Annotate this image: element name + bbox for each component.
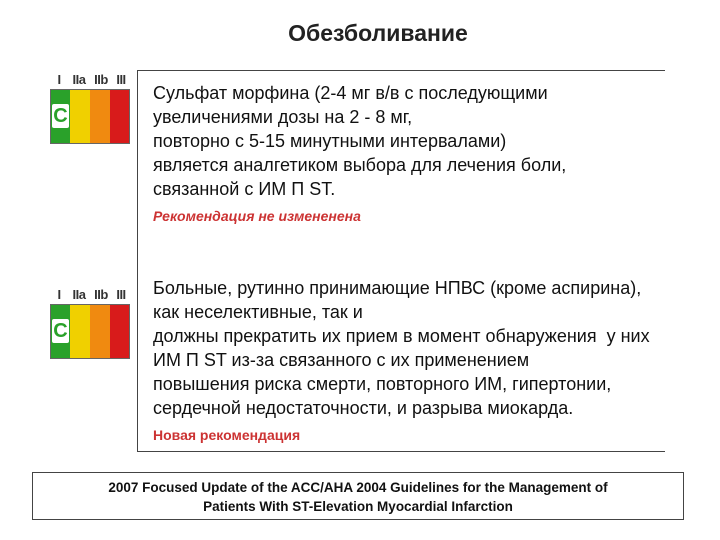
class-label-i: I bbox=[57, 72, 61, 87]
class-iii-segment bbox=[110, 305, 129, 358]
class-color-bar bbox=[50, 304, 130, 359]
text-line: повышения риска смерти, повторного ИМ, гипертонии, bbox=[153, 374, 612, 394]
class-label-iib: IIb bbox=[94, 72, 108, 87]
class-level-badge bbox=[50, 72, 130, 144]
page-title: Обезболивание bbox=[288, 20, 468, 46]
class-iii-segment bbox=[110, 90, 129, 143]
evidence-level-letter: C bbox=[53, 320, 68, 342]
class-i-segment bbox=[51, 305, 70, 358]
recommendation-status-note: Новая рекомендация bbox=[153, 427, 301, 443]
text-line: увеличениями дозы на 2 - 8 мг, bbox=[153, 107, 413, 127]
class-label-iii: III bbox=[116, 287, 126, 302]
recommendations-panel bbox=[137, 70, 665, 452]
recommendation-status-note: Рекомендация не измененена bbox=[153, 208, 361, 224]
recommendation-text bbox=[153, 276, 661, 420]
recommendation-nsaid bbox=[153, 276, 661, 443]
reference-line: 2007 Focused Update of the ACC/AHA 2004 Guidelines for the Management of bbox=[108, 480, 608, 495]
class-i-segment bbox=[51, 90, 70, 143]
class-labels bbox=[50, 287, 130, 303]
class-label-i: I bbox=[57, 287, 61, 302]
class-level-badge bbox=[50, 287, 130, 359]
text-line: сердечной недостаточности, и разрыва миокарда. bbox=[153, 398, 574, 418]
evidence-level-letter: C bbox=[53, 105, 68, 127]
recommendation-morphine bbox=[153, 81, 661, 224]
text-line: повторно с 5-15 минутными интервалами) bbox=[153, 131, 507, 151]
class-label-iii: III bbox=[116, 72, 126, 87]
class-label-iib: IIb bbox=[94, 287, 108, 302]
class-labels bbox=[50, 72, 130, 88]
class-label-iia: IIa bbox=[72, 72, 86, 87]
text-line: Больные, рутинно принимающие НПВС (кроме аспирина), bbox=[153, 278, 642, 298]
class-iia-segment bbox=[70, 305, 90, 358]
class-color-bar bbox=[50, 89, 130, 144]
text-line: Сульфат морфина (2-4 мг в/в с последующими bbox=[153, 83, 548, 103]
class-iib-segment bbox=[90, 90, 110, 143]
text-line: как неселективные, так и bbox=[153, 302, 363, 322]
recommendation-text bbox=[153, 81, 661, 201]
text-line: ИМ П ST из-за связанного с их применением bbox=[153, 350, 530, 370]
text-line: связанной с ИМ П ST. bbox=[153, 179, 336, 199]
class-iia-segment bbox=[70, 90, 90, 143]
class-iib-segment bbox=[90, 305, 110, 358]
text-line: должны прекратить их прием в момент обнаружения у них bbox=[153, 326, 650, 346]
source-reference bbox=[32, 472, 684, 520]
reference-line: Patients With ST-Elevation Myocardial Infarction bbox=[203, 499, 513, 514]
class-label-iia: IIa bbox=[72, 287, 86, 302]
text-line: является аналгетиком выбора для лечения боли, bbox=[153, 155, 567, 175]
